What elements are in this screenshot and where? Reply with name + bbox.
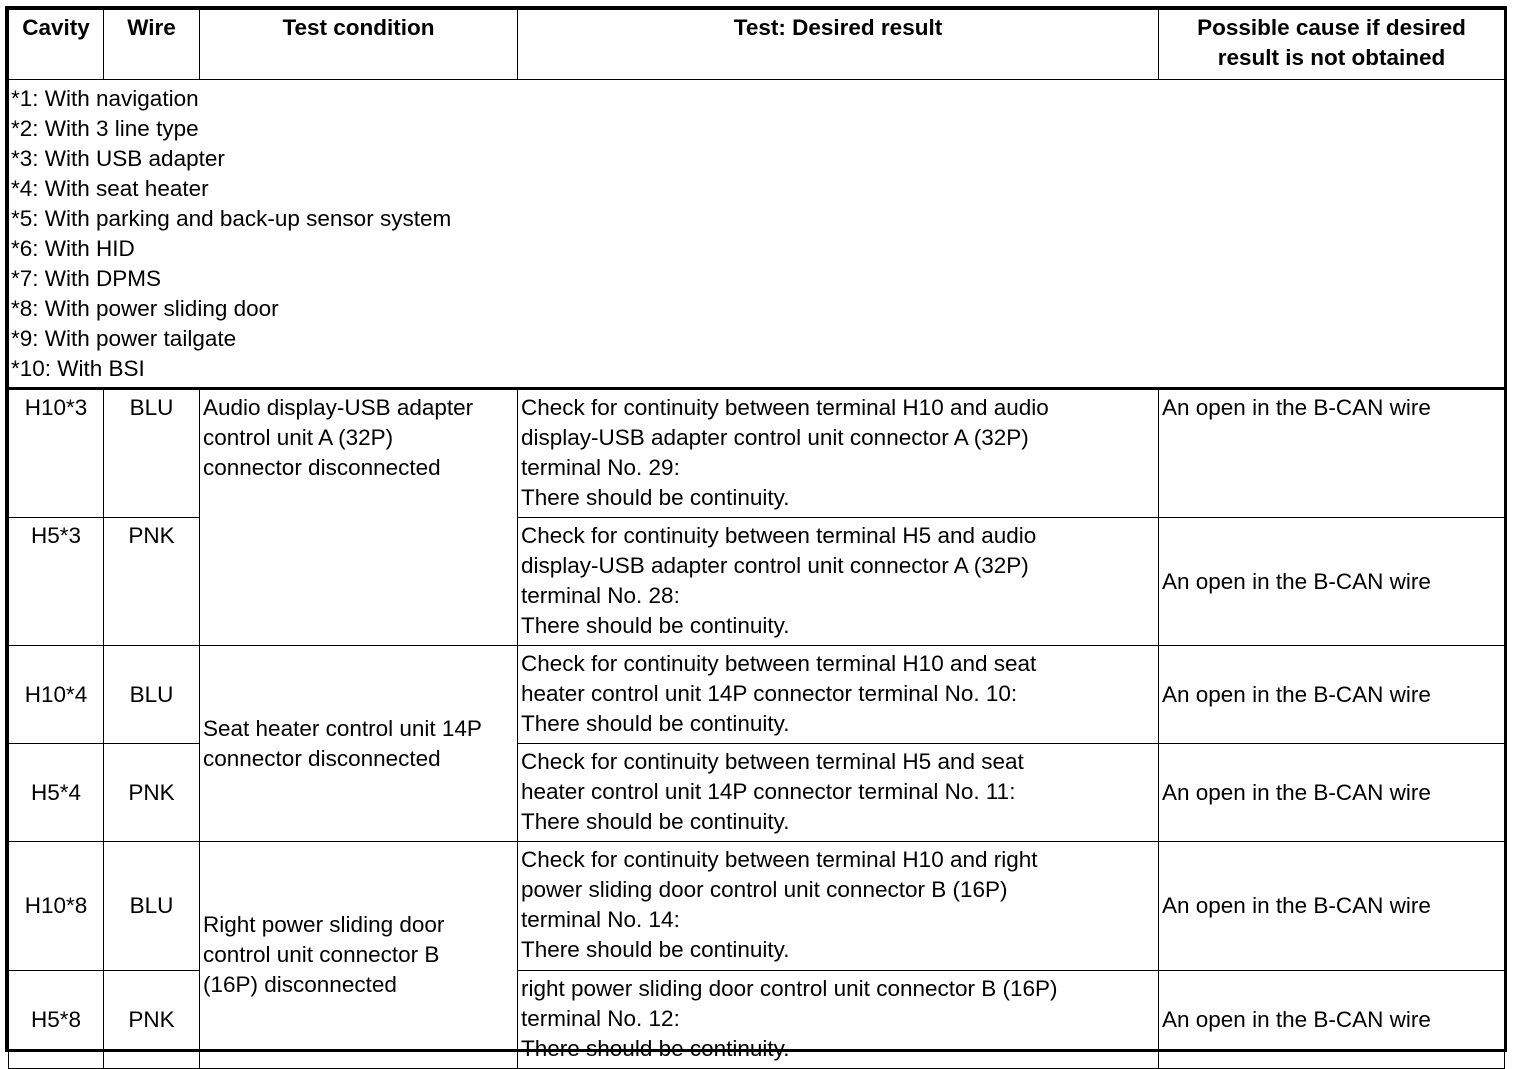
result-line: Check for continuity between terminal H10 and seat (521, 651, 1037, 676)
possible-cause-cell: An open in the B-CAN wire (1159, 518, 1505, 646)
result-line: There should be continuity. (521, 711, 790, 736)
footnote: *9: With power tailgate (11, 326, 237, 351)
result-line: right power sliding door control unit connector B (16P) (521, 976, 1058, 1001)
table-row (9, 842, 1505, 971)
test-condition-cell (200, 842, 518, 1069)
footnote: *2: With 3 line type (11, 116, 199, 141)
possible-cause-cell: An open in the B-CAN wire (1159, 744, 1505, 842)
result-line: Check for continuity between terminal H10 and audio (521, 395, 1049, 420)
result-line: terminal No. 14: (521, 907, 680, 932)
footnote: *1: With navigation (11, 86, 199, 111)
result-line: display-USB adapter control unit connector A (32P) (521, 425, 1029, 450)
header-row (9, 10, 1505, 80)
footnote: *5: With parking and back-up sensor system (11, 206, 452, 231)
result-line: Check for continuity between terminal H5 and seat (521, 749, 1024, 774)
possible-cause-cell: An open in the B-CAN wire (1159, 389, 1505, 518)
footnote: *6: With HID (11, 236, 135, 261)
result-line: There should be continuity. (521, 485, 790, 510)
header-possible-cause-line-1: Possible cause if desired (1197, 15, 1466, 40)
table-row (9, 646, 1505, 744)
result-line: There should be continuity. (521, 1036, 790, 1061)
cavity-cell: H10*4 (9, 646, 104, 744)
test-condition-cell (200, 646, 518, 842)
footnote: *10: With BSI (11, 356, 145, 381)
wire-cell: PNK (104, 971, 200, 1069)
cavity-cell: H10*3 (9, 389, 104, 518)
footnote: *8: With power sliding door (11, 296, 279, 321)
desired-result-cell (518, 389, 1159, 518)
result-line: Check for continuity between terminal H5 and audio (521, 523, 1037, 548)
header-desired-result: Test: Desired result (518, 10, 1159, 80)
footnote: *4: With seat heater (11, 176, 209, 201)
cavity-cell: H5*4 (9, 744, 104, 842)
result-line: There should be continuity. (521, 937, 790, 962)
desired-result-cell (518, 744, 1159, 842)
result-line: terminal No. 28: (521, 583, 680, 608)
test-condition-line: Audio display-USB adapter (203, 395, 474, 420)
cavity-cell: H5*8 (9, 971, 104, 1069)
result-line: There should be continuity. (521, 809, 790, 834)
result-line: heater control unit 14P connector terminal No. 11: (521, 779, 1016, 804)
test-condition-line: connector disconnected (203, 745, 441, 771)
result-line: power sliding door control unit connector B (16P) (521, 877, 1008, 902)
footnote: *3: With USB adapter (11, 146, 225, 171)
result-line: There should be continuity. (521, 613, 790, 638)
test-condition-line: Seat heater control unit 14P (203, 715, 482, 741)
wire-cell: PNK (104, 518, 200, 646)
wiring-test-sheet (5, 6, 1507, 1061)
possible-cause-cell: An open in the B-CAN wire (1159, 971, 1505, 1069)
possible-cause-cell: An open in the B-CAN wire (1159, 646, 1505, 744)
header-test-condition: Test condition (200, 10, 518, 80)
wire-cell: BLU (104, 646, 200, 744)
result-line: terminal No. 29: (521, 455, 680, 480)
test-condition-line: control unit A (32P) (203, 425, 394, 450)
test-condition-line: Right power sliding door (203, 912, 445, 937)
cavity-cell: H10*8 (9, 842, 104, 971)
desired-result-cell (518, 971, 1159, 1069)
result-line: heater control unit 14P connector terminal No. 10: (521, 681, 1018, 706)
continuity-test-table (8, 9, 1505, 1069)
notes-row (9, 80, 1505, 389)
test-condition-line: control unit connector B (203, 942, 440, 967)
test-condition-line: connector disconnected (203, 455, 441, 480)
result-line: terminal No. 12: (521, 1006, 680, 1031)
wire-cell: BLU (104, 842, 200, 971)
result-line: Check for continuity between terminal H10 and right (521, 847, 1038, 872)
header-possible-cause-line-2: result is not obtained (1217, 45, 1446, 70)
header-cavity: Cavity (9, 10, 104, 80)
wire-cell: PNK (104, 744, 200, 842)
cavity-cell: H5*3 (9, 518, 104, 646)
desired-result-cell (518, 646, 1159, 744)
test-condition-line: (16P) disconnected (203, 972, 397, 997)
footnotes (9, 80, 1505, 389)
header-possible-cause (1159, 10, 1505, 80)
wire-cell: BLU (104, 389, 200, 518)
desired-result-cell (518, 842, 1159, 971)
table-row (9, 389, 1505, 518)
possible-cause-cell: An open in the B-CAN wire (1159, 842, 1505, 971)
test-condition-cell (200, 389, 518, 646)
footnote: *7: With DPMS (11, 266, 162, 291)
result-line: display-USB adapter control unit connector A (32P) (521, 553, 1029, 578)
desired-result-cell (518, 518, 1159, 646)
header-wire: Wire (104, 10, 200, 80)
